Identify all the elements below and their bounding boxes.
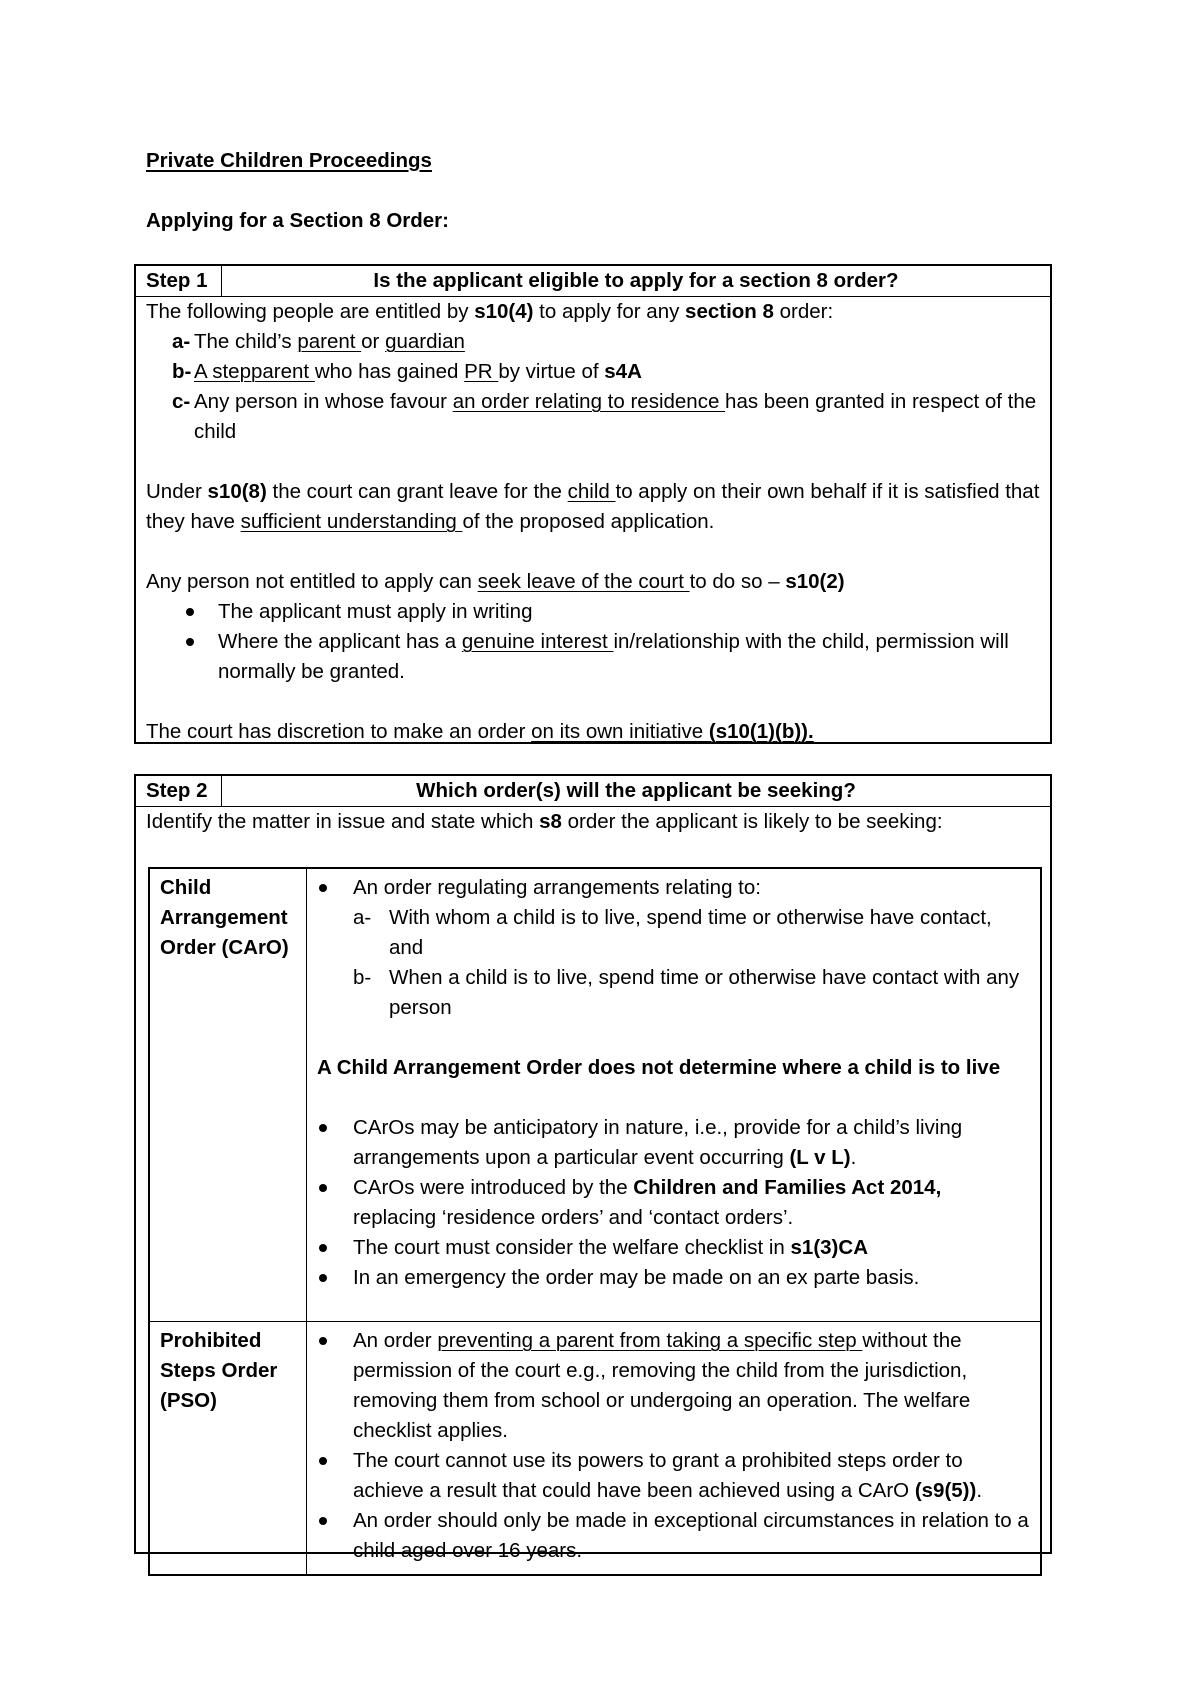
- bullet-icon: [317, 1173, 353, 1233]
- bullet-icon: [317, 1326, 353, 1446]
- step-2-table: [134, 774, 1052, 1562]
- bullet-icon: [317, 1506, 353, 1566]
- step-1-question: Is the applicant eligible to apply for a section 8 order?: [373, 269, 899, 292]
- bullet-icon: [317, 1263, 353, 1293]
- step-2-header: [136, 776, 1050, 807]
- pso-name: Prohibited Steps Order (PSO): [149, 1322, 307, 1576]
- step-1-header: [136, 266, 1050, 297]
- step-2-label: Step 2: [136, 776, 222, 806]
- pso-description: An order preventing a parent from taking a specific step without the permission of the court e.g., removing the child from the jurisdiction, removing them from school or undergoing an operation. The welfare checklist applies. The court cannot use its powers to grant a prohibited steps order to achieve a result that could have been achieved using a CArO (s9(5)). An order should only be made in exceptional circumstances in relation to a child aged over 16 years.: [307, 1322, 1042, 1576]
- step-2-body: [136, 807, 1050, 1576]
- step-1-body: [136, 297, 1050, 747]
- table-row: [149, 1322, 1041, 1576]
- orders-table: [148, 867, 1042, 1576]
- list-item: The applicant must apply in writing: [146, 597, 1040, 627]
- list-item: b- A stepparent who has gained PR by virtue of s4A: [172, 360, 642, 383]
- bullet-icon: [317, 1233, 353, 1263]
- step-2-question: Which order(s) will the applicant be seeking?: [416, 779, 856, 802]
- not-entitled-paragraph: Any person not entitled to apply can seek leave of the court to do so – s10(2): [146, 570, 845, 593]
- discretion-paragraph: The court has discretion to make an order on its own initiative (s10(1)(b)).: [146, 720, 814, 743]
- step-2-intro: Identify the matter in issue and state which s8 order the applicant is likely to be seeking:: [146, 810, 943, 833]
- caro-description: An order regulating arrangements relating to: a- With whom a child is to live, spend time or otherwise have contact, and b- When a child is to live, spend time or otherwise have contact with any person A Child Arrangement Order does not determine where a child is to live CArOs may be anticipatory in nature, i.e., provide for a child’s living arrangements upon a particular event occurring (L v L). CArOs were introduced by the Children and Families Act 2014, replacing ‘residence orders’ and ‘contact orders’. The court must consider the welfare checklist in s1(3)CA In an emergency the order may be made on an ex parte basis.: [307, 868, 1042, 1322]
- table-row: [149, 868, 1041, 1322]
- document-subtitle: Applying for a Section 8 Order:: [146, 209, 449, 232]
- list-item: Where the applicant has a genuine interest in/relationship with the child, permission will normally be granted.: [146, 627, 1040, 687]
- caro-note: A Child Arrangement Order does not determine where a child is to live: [317, 1056, 1001, 1079]
- step-1-table: [134, 264, 1052, 744]
- bullet-icon: [317, 873, 353, 903]
- document-title: Private Children Proceedings: [146, 149, 432, 172]
- bullet-icon: [317, 1446, 353, 1506]
- step-1-label: Step 1: [136, 266, 222, 296]
- bullet-icon: [317, 1113, 353, 1173]
- list-item: a- The child’s parent or guardian: [172, 330, 465, 353]
- bullet-icon: [146, 627, 218, 687]
- entitled-intro: The following people are entitled by s10(4) to apply for any section 8 order:: [146, 300, 834, 323]
- list-item: c- Any person in whose favour an order relating to residence has been granted in respect of the child: [172, 390, 1037, 443]
- bullet-icon: [146, 597, 218, 627]
- child-leave-paragraph: Under s10(8) the court can grant leave for the child to apply on their own behalf if it is satisfied that they have sufficient understanding of the proposed application.: [146, 480, 1040, 533]
- caro-name: Child Arrangement Order (CArO): [149, 868, 307, 1322]
